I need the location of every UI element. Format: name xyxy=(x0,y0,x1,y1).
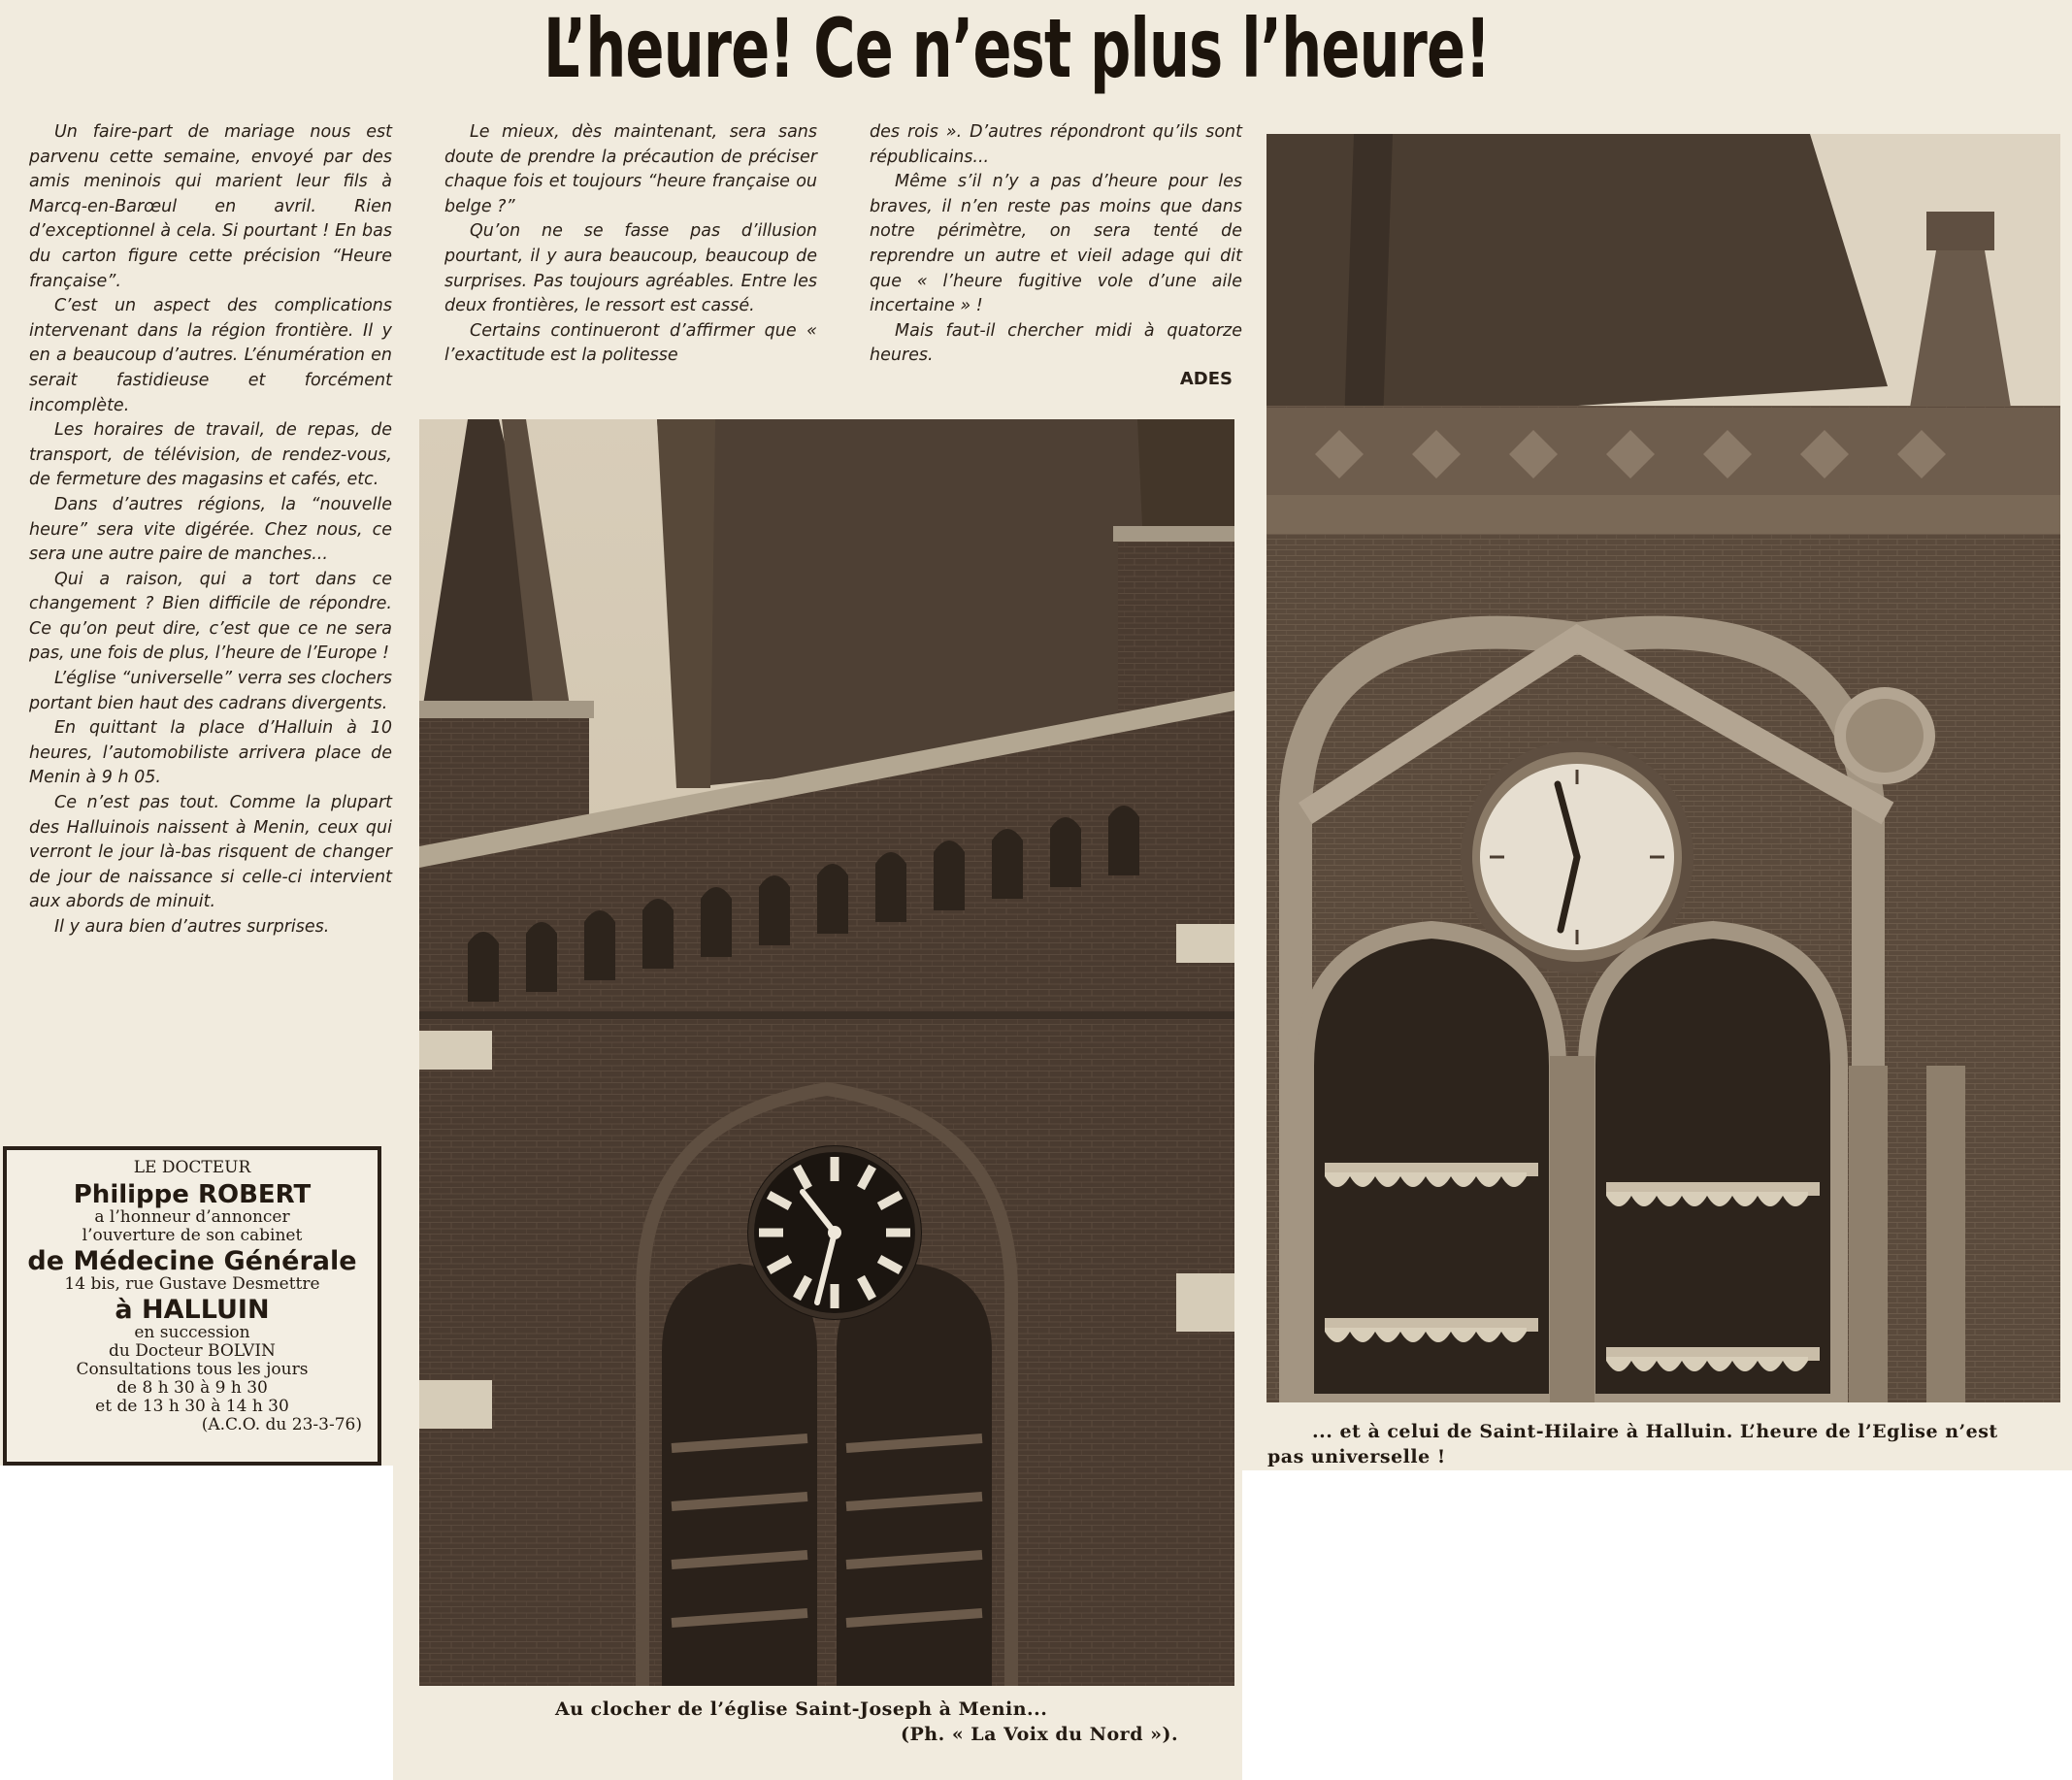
article-column-2 xyxy=(444,120,817,369)
ad-line: en succession xyxy=(134,1323,250,1342)
ad-address: 14 bis, rue Gustave Desmettre xyxy=(64,1274,320,1294)
ad-specialty: de Médecine Générale xyxy=(27,1246,357,1276)
ad-doctor-name: Philippe ROBERT xyxy=(73,1180,312,1209)
paragraph: Un faire-part de mariage nous est parvenu cette semaine, envoyé par des amis meninois qui marient leur fils à Marcq-en-Barœul en avril. Rien d’exceptionnel à cela. Si pourtant ! En bas du carton figure cette précision “Heure française”. xyxy=(29,122,392,291)
ad-line: de 8 h 30 à 9 h 30 xyxy=(116,1378,268,1398)
doctor-advertisement xyxy=(3,1146,381,1466)
ad-line: l’ouverture de son cabinet xyxy=(82,1226,303,1245)
ad-line: a l’honneur d’annoncer xyxy=(94,1207,290,1227)
paragraph: des rois ». D’autres répondront qu’ils sont républicains... xyxy=(870,122,1242,167)
paragraph: Ce n’est pas tout. Comme la plupart des Halluinois naissent à Menin, ceux qui verront le jour là-bas risquent de changer de jour de naissance si celle-ci intervient aux abords de minuit. xyxy=(29,793,392,912)
ad-city: à HALLUIN xyxy=(115,1295,270,1325)
article-column-3 xyxy=(870,120,1242,369)
paragraph: Qu’on ne se fasse pas d’illusion pourtant, il y aura beaucoup, beaucoup de surprises. Pas toujours agréables. Entre les deux frontières, le ressort est cassé. xyxy=(444,221,817,316)
paragraph: Certains continueront d’affirmer que « l’exactitude est la politesse xyxy=(444,320,817,366)
caption-text: ... et à celui de Saint-Hilaire à Halluin. L’heure de l’Eglise n’est xyxy=(1312,1421,1998,1442)
caption-text: Au clocher de l’église Saint-Joseph à Menin... xyxy=(555,1698,1048,1720)
photo-caption-menin xyxy=(555,1697,1234,1747)
paragraph: Même s’il n’y a pas d’heure pour les braves, il n’en reste pas moins que dans notre périmètre, on sera tenté de reprendre un autre et vieil adage qui dit que « l’heure fugitive vole d’une aile incertaine » ! xyxy=(870,172,1242,316)
photo-credit: (Ph. « La Voix du Nord »). xyxy=(901,1724,1179,1745)
caption-text: pas universelle ! xyxy=(1267,1446,1446,1467)
ad-line: du Docteur BOLVIN xyxy=(109,1341,276,1361)
photo-menin-bell-tower xyxy=(419,419,1234,1686)
article-column-1 xyxy=(29,120,392,940)
ad-line: et de 13 h 30 à 14 h 30 xyxy=(95,1397,289,1416)
ad-line: LE DOCTEUR xyxy=(133,1158,251,1177)
paragraph: Mais faut-il chercher midi à quatorze heures. xyxy=(870,320,1242,366)
byline: ADES xyxy=(1179,369,1233,389)
paragraph: Les horaires de travail, de repas, de transport, de télévision, de rendez-vous, de fermeture des magasins et cafés, etc. xyxy=(29,420,392,490)
ad-reference: (A.C.O. du 23-3-76) xyxy=(201,1415,362,1434)
ad-line: Consultations tous les jours xyxy=(76,1360,309,1379)
photo-caption-halluin xyxy=(1267,1419,2072,1469)
photo-halluin-church xyxy=(1266,134,2060,1402)
paragraph: L’église “universelle” verra ses clochers portant bien haut des cadrans divergents. xyxy=(29,669,392,713)
paragraph: Qui a raison, qui a tort dans ce changement ? Bien difficile de répondre. Ce qu’on peut dire, c’est que ce ne sera pas, une fois de plus, l’heure de l’Europe ! xyxy=(29,569,392,664)
paragraph: Le mieux, dès maintenant, sera sans doute de prendre la précaution de préciser chaque fois et toujours “heure française ou belge ?” xyxy=(444,122,817,216)
headline: L’heure! Ce n’est plus l’heure! xyxy=(543,1,1491,96)
paragraph: C’est un aspect des complications intervenant dans la région frontière. Il y en a beaucoup d’autres. L’énumération en serait fastidieuse et forcément incomplète. xyxy=(29,296,392,415)
paragraph: En quittant la place d’Halluin à 10 heures, l’automobiliste arrivera place de Menin à 9 h 05. xyxy=(29,718,392,788)
paragraph: Dans d’autres régions, la “nouvelle heure” sera vite digérée. Chez nous, ce sera une autre paire de manches... xyxy=(29,494,392,565)
paragraph: Il y aura bien d’autres surprises. xyxy=(54,917,330,937)
